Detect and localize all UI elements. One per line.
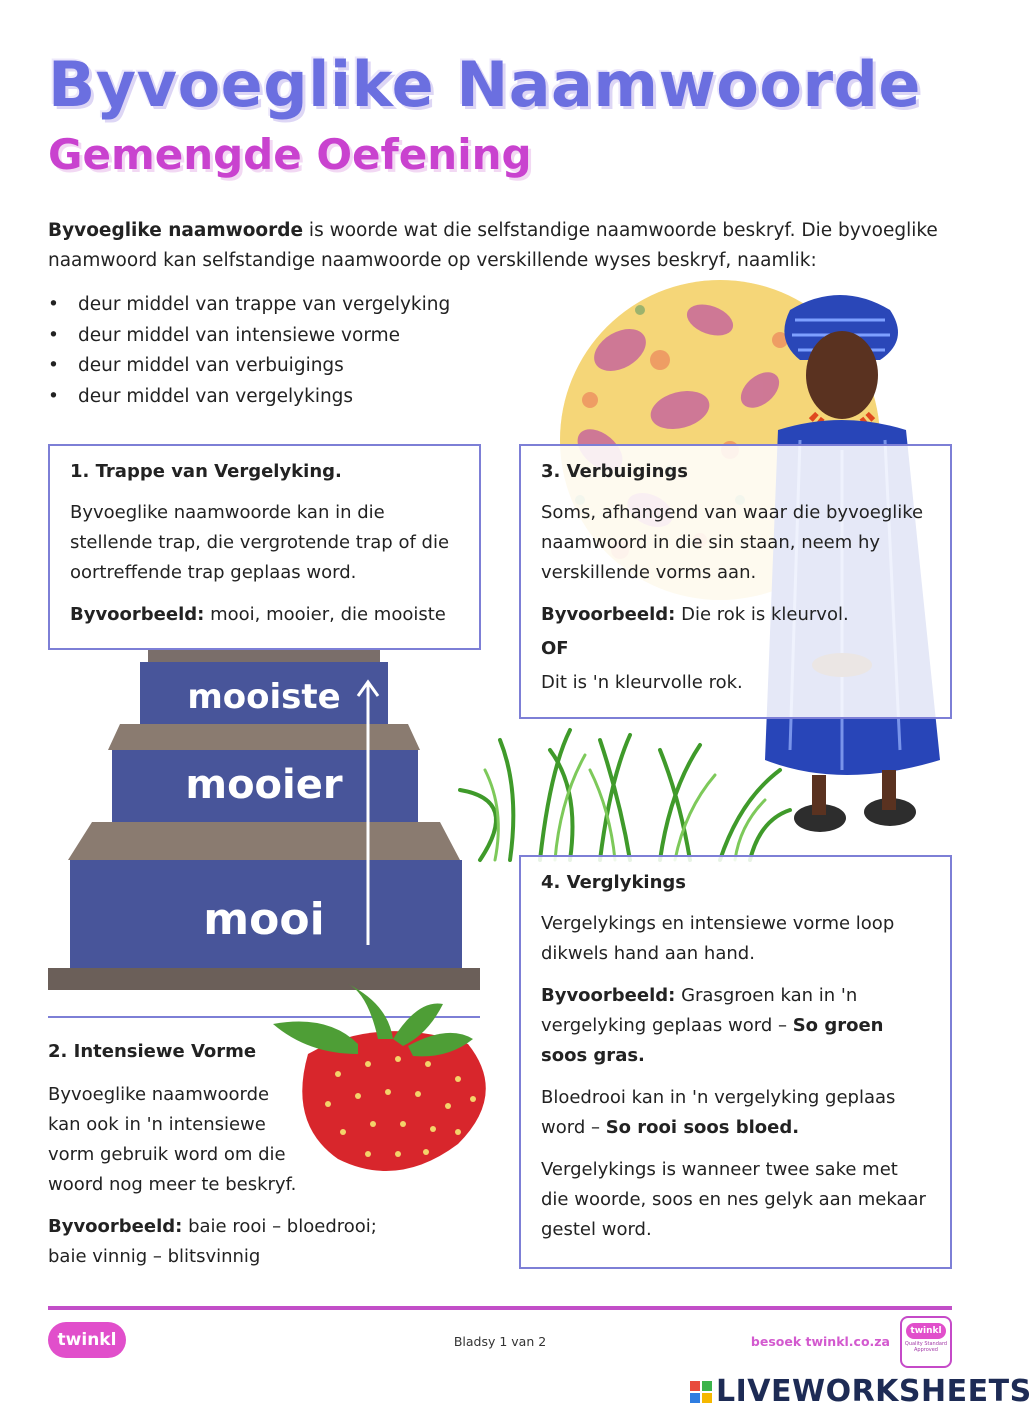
para-3-text: Bloedrooi kan in 'n vergelyking geplaas word – bbox=[541, 1087, 896, 1138]
badge-logo: twinkl bbox=[906, 1323, 946, 1339]
section-4-heading: 4. Verglykings bbox=[541, 872, 687, 893]
section-4-para-1: Vergelykings en intensiewe vorme loop dikwels hand aan hand. bbox=[541, 913, 895, 964]
example-label: Byvoorbeeld: bbox=[541, 985, 676, 1006]
section-4-para-2 bbox=[541, 981, 930, 1071]
face-shape bbox=[806, 331, 878, 419]
grass-illustration bbox=[460, 730, 790, 870]
footer-divider bbox=[48, 1306, 952, 1310]
section-3-body: Soms, afhangend van waar die byvoeglike naamwoord in die sin staan, neem hy verskillende vorms aan. bbox=[541, 502, 924, 583]
example-line-1: baie rooi – bloedrooi; bbox=[182, 1216, 377, 1237]
section-3-example-2: Dit is 'n kleurvolle rok. bbox=[541, 672, 743, 693]
section-4-para-4: Vergelykings is wanneer twee sake met die woorde, soos en nes gelyk aan mekaar gestel word. bbox=[541, 1159, 926, 1240]
section-2-example bbox=[48, 1212, 408, 1272]
page-title: Byvoeglike Naamwoorde bbox=[48, 48, 921, 121]
section-1-body: Byvoeglike naamwoorde kan in die stellende trap, die vergrotende trap of die oortreffende trap geplaas word. bbox=[70, 502, 450, 583]
stair-label-mooi: mooi bbox=[203, 894, 325, 945]
quality-badge bbox=[900, 1316, 952, 1368]
example-label: Byvoorbeeld: bbox=[48, 1216, 183, 1237]
section-3-example bbox=[541, 600, 930, 630]
stairs-illustration bbox=[48, 650, 480, 990]
para-3-bold: So rooi soos bloed. bbox=[605, 1117, 800, 1138]
strawberry-illustration bbox=[268, 984, 498, 1184]
section-4-box bbox=[519, 855, 952, 1269]
badge-text: Quality Standard Approved bbox=[904, 1341, 948, 1353]
example-label: Byvoorbeeld: bbox=[70, 604, 205, 625]
intro-paragraph bbox=[48, 216, 958, 276]
intro-bold: Byvoeglike naamwoorde bbox=[48, 220, 304, 241]
list-item: • deur middel van intensiewe vorme bbox=[48, 321, 450, 352]
page-number: Bladsy 1 van 2 bbox=[453, 1334, 547, 1349]
list-item: • deur middel van vergelykings bbox=[48, 382, 450, 413]
para-2-text: Grasgroen kan in 'n vergelyking geplaas word – bbox=[541, 985, 858, 1036]
page-subtitle: Gemengde Oefening bbox=[48, 130, 532, 179]
visit-link[interactable]: besoek twinkl.co.za bbox=[750, 1334, 890, 1349]
list-item: • deur middel van trappe van vergelyking bbox=[48, 290, 450, 321]
list-item: • deur middel van verbuigings bbox=[48, 351, 450, 382]
or-label: OF bbox=[541, 638, 569, 659]
intro-rest: is woorde wat die selfstandige naamwoorde beskryf. Die byvoeglike naamwoord kan selfstandige naamwoorde op verskillende wyses beskryf, naamlik: bbox=[48, 220, 938, 271]
stair-label-mooier: mooier bbox=[185, 762, 343, 808]
stair-label-mooiste: mooiste bbox=[187, 677, 341, 717]
section-1-heading: 1. Trappe van Vergelyking. bbox=[70, 461, 342, 482]
section-1-box bbox=[48, 444, 481, 650]
section-2-heading: 2. Intensiewe Vorme bbox=[48, 1041, 257, 1062]
bullet-list bbox=[48, 290, 450, 412]
example-line-2: baie vinnig – blitsvinnig bbox=[48, 1246, 261, 1267]
liveworksheets-brand[interactable] bbox=[690, 1374, 1032, 1409]
para-2-bold: So groen soos gras. bbox=[541, 1015, 884, 1066]
section-4-para-3 bbox=[541, 1083, 930, 1143]
section-1-example bbox=[70, 600, 459, 630]
section-3-heading: 3. Verbuigings bbox=[541, 461, 688, 482]
section-2-body: Byvoeglike naamwoorde kan ook in 'n intensiewe vorm gebruik word om die woord nog meer te beskryf. bbox=[48, 1084, 297, 1195]
liveworksheets-logo-icon bbox=[690, 1381, 712, 1403]
twinkl-logo[interactable]: twinkl bbox=[48, 1322, 126, 1358]
liveworksheets-text: LIVEWORKSHEETS bbox=[716, 1374, 1032, 1409]
section-3-box bbox=[519, 444, 952, 719]
strawberry-body bbox=[302, 1031, 485, 1171]
example-label: Byvoorbeeld: bbox=[541, 604, 676, 625]
example-text: Die rok is kleurvol. bbox=[675, 604, 849, 625]
example-text: mooi, mooier, die mooiste bbox=[204, 604, 446, 625]
